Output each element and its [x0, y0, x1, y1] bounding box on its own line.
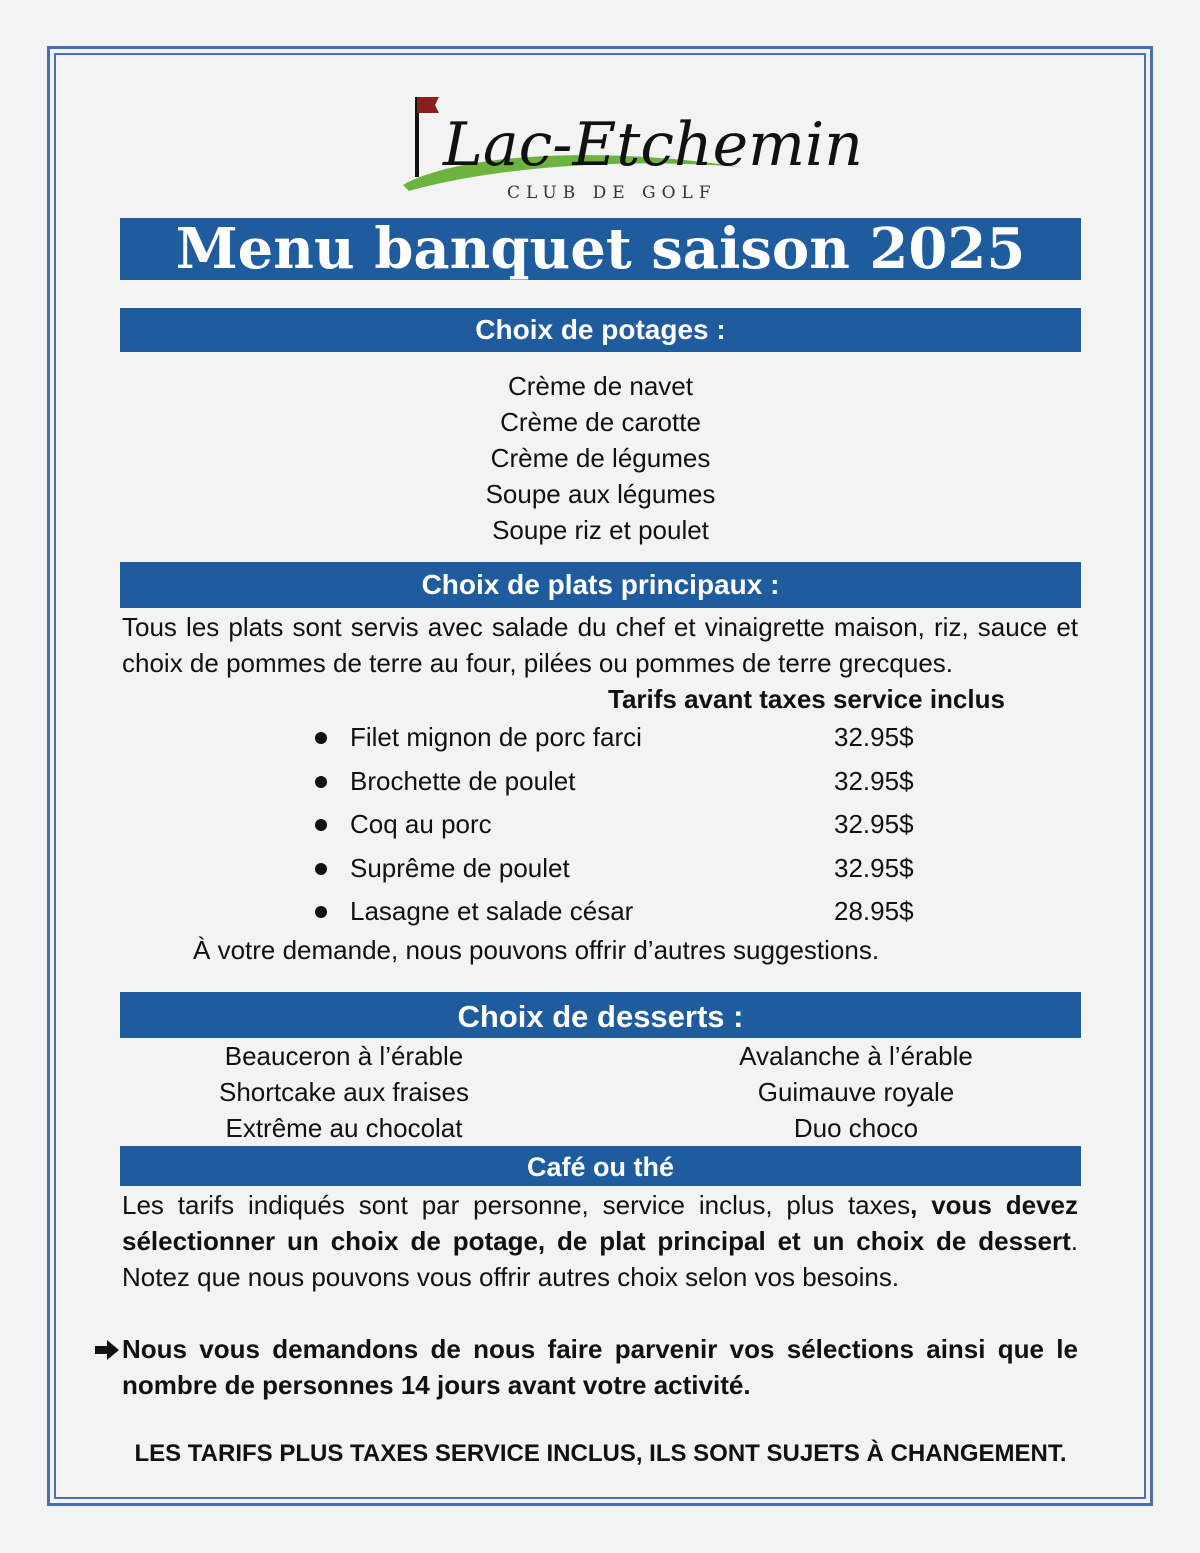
plats-heading: Choix de plats principaux : [120, 562, 1081, 608]
dish-price: 32.95$ [834, 852, 914, 883]
potages-list [120, 368, 1081, 548]
list-item: Crème de navet [508, 371, 693, 401]
list-item: Soupe aux légumes [485, 479, 716, 509]
arrow-right-icon [94, 1338, 120, 1362]
dish-price: 32.95$ [834, 765, 914, 796]
tarifs-label: Tarifs avant taxes service inclus [608, 684, 1005, 714]
desserts-right-column [631, 1038, 1081, 1146]
list-item: Soupe riz et poulet [492, 515, 709, 545]
tarifs-note [122, 1187, 1078, 1295]
bullet-icon [315, 819, 327, 831]
bullet-icon [315, 732, 327, 744]
dish-name: Filet mignon de porc farci [350, 722, 642, 752]
dish-name: Lasagne et salade césar [350, 896, 634, 926]
tarifs-note-bold: , vous devez sélectionner un choix de potage, de plat principal et un choix de dessert [122, 1190, 1078, 1256]
page-title: Menu banquet saison 2025 [120, 218, 1081, 280]
bullet-icon [315, 906, 327, 918]
list-item [312, 803, 952, 847]
logo-subtitle: CLUB DE GOLF [507, 183, 717, 203]
list-item: Guimauve royale [757, 1077, 955, 1107]
bullet-icon [315, 776, 327, 788]
cafe-heading: Café ou thé [120, 1146, 1081, 1186]
list-item [312, 760, 952, 804]
list-item: Shortcake aux fraises [218, 1077, 469, 1107]
list-item: Extrême au chocolat [225, 1113, 463, 1143]
dish-price: 28.95$ [834, 896, 914, 926]
dish-name: Brochette de poulet [350, 765, 576, 796]
list-item: Crème de carotte [500, 407, 701, 437]
plats-list [312, 716, 952, 934]
suggestion-note: À votre demande, nous pouvons offrir d’autres suggestions. [193, 935, 880, 965]
tarifs-note-part1: Les tarifs indiqués sont par personne, service inclus, plus taxes [122, 1190, 911, 1220]
dish-price: 32.95$ [834, 809, 914, 839]
footer-note: LES TARIFS PLUS TAXES SERVICE INCLUS, ILS SONT SUJETS À CHANGEMENT. [134, 1440, 1067, 1467]
list-item [312, 716, 952, 760]
list-item: Avalanche à l’érable [739, 1041, 973, 1071]
list-item: Duo choco [793, 1113, 919, 1143]
bullet-icon [315, 863, 327, 875]
tarifs-note-part2: . Notez que nous pouvons vous offrir autres choix selon vos besoins. [122, 1226, 1078, 1292]
desserts-heading: Choix de desserts : [120, 992, 1081, 1038]
dish-price: 32.95$ [834, 722, 914, 752]
list-item: Beauceron à l’érable [224, 1041, 464, 1071]
logo-name: Lac-Etchemin [443, 110, 863, 180]
list-item [312, 847, 952, 891]
plats-intro: Tous les plats sont servis avec salade du chef et vinaigrette maison, riz, sauce et choix de pommes de terre au four, pilées ou pommes de terre grecques. [122, 612, 1078, 678]
list-item: Crème de légumes [490, 443, 711, 473]
club-logo [395, 85, 863, 205]
potages-heading: Choix de potages : [120, 308, 1081, 352]
desserts-left-column [119, 1038, 569, 1146]
list-item [312, 890, 952, 934]
dish-name: Suprême de poulet [350, 852, 570, 883]
dish-name: Coq au porc [350, 809, 492, 839]
delay-note: Nous vous demandons de nous faire parvenir vos sélections ainsi que le nombre de personnes 14 jours avant votre activité. [122, 1334, 1078, 1400]
